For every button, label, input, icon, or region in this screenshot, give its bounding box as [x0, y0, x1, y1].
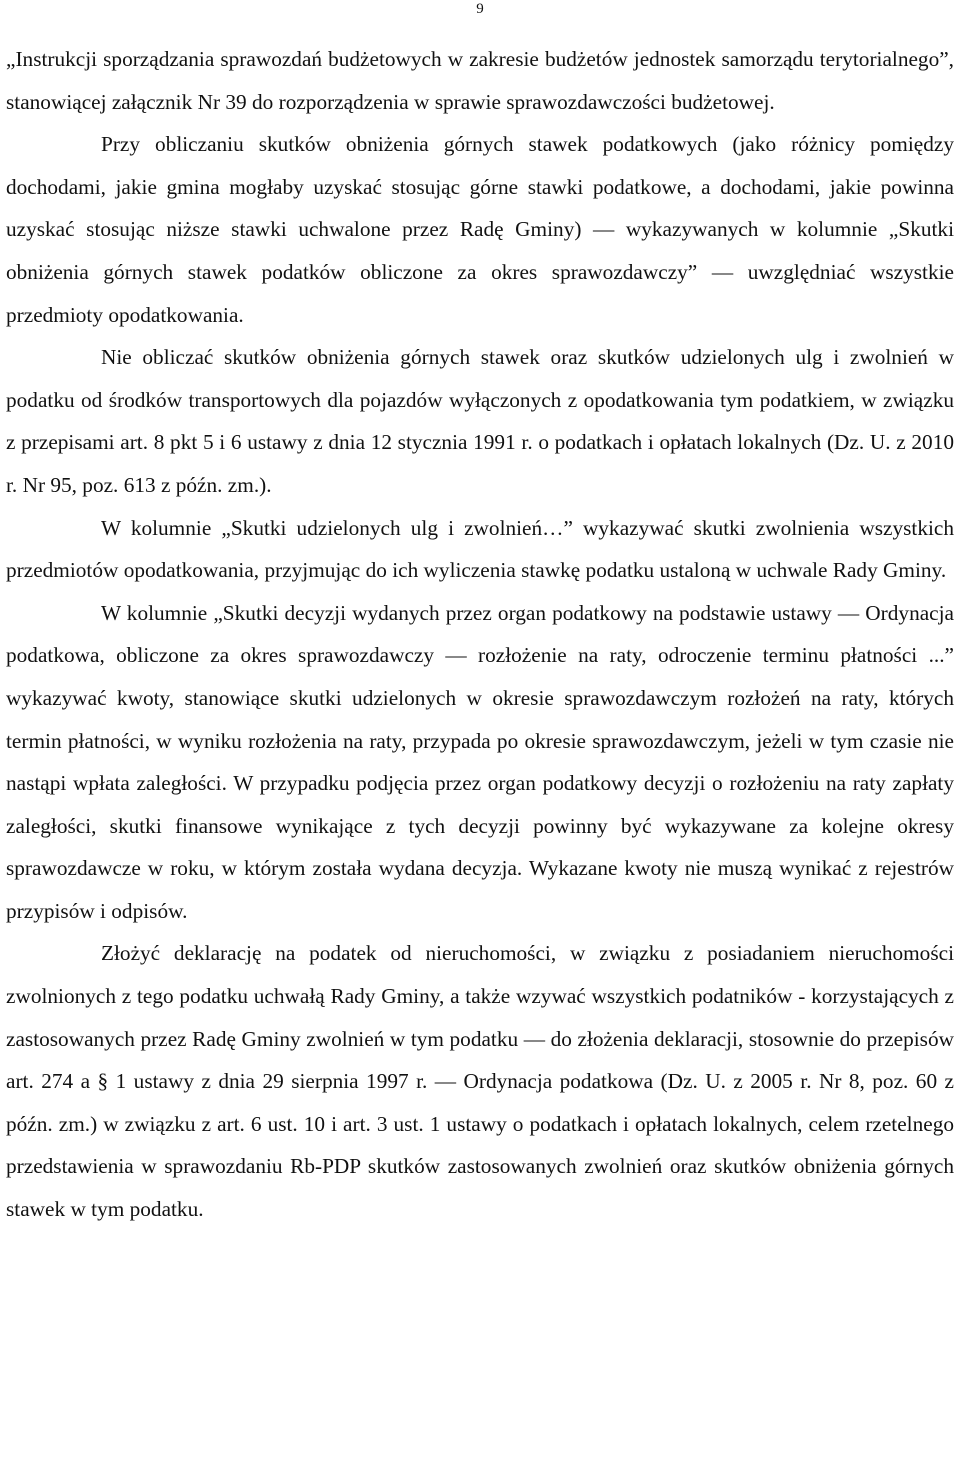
document-body	[6, 38, 954, 1231]
paragraph-6: Złożyć deklarację na podatek od nieruchomości, w związku z posiadaniem nieruchomości zwolnionych z tego podatku uchwałą Rady Gminy, a także wzywać wszystkich podatników - korzystających z zastosowanych przez Radę Gminy zwolnień w tym podatku — do złożenia deklaracji, stosownie do przepisów art. 274 a § 1 ustawy z dnia 29 sierpnia 1997 r. — Ordynacja podatkowa (Dz. U. z 2005 r. Nr 8, poz. 60 z późn. zm.) w związku z art. 6 ust. 10 i art. 3 ust. 1 ustawy o podatkach i opłatach lokalnych, celem rzetelnego przedstawienia w sprawozdaniu Rb-PDP skutków zastosowanych zwolnień oraz skutków obniżenia górnych stawek w tym podatku.	[6, 941, 954, 1222]
paragraph-1: „Instrukcji sporządzania sprawozdań budżetowych w zakresie budżetów jednostek samorządu terytorialnego”, stanowiącej załącznik Nr 39 do rozporządzenia w sprawie sprawozdawczości budżetowej.	[6, 47, 954, 114]
paragraph-4: W kolumnie „Skutki udzielonych ulg i zwolnień…” wykazywać skutki zwolnienia wszystkich przedmiotów opodatkowania, przyjmując do ich wyliczenia stawkę podatku ustaloną w uchwale Rady Gminy.	[6, 515, 954, 583]
paragraph-3: Nie obliczać skutków obniżenia górnych stawek oraz skutków udzielonych ulg i zwolnień w podatku od środków transportowych dla pojazdów wyłączonych z opodatkowania tym podatkiem, w związku z przepisami art. 8 pkt 5 i 6 ustawy z dnia 12 stycznia 1991 r. o podatkach i opłatach lokalnych (Dz. U. z 2010 r. Nr 95, poz. 613 z późn. zm.).	[6, 345, 954, 497]
page-number: 9	[476, 1, 484, 17]
paragraph-2: Przy obliczaniu skutków obniżenia górnych stawek podatkowych (jako różnicy pomiędzy dochodami, jakie gmina mogłaby uzyskać stosując górne stawki podatkowe, a dochodami, jakie powinna uzyskać stosując niższe stawki uchwalone przez Radę Gminy) — wykazywanych w kolumnie „Skutki obniżenia górnych stawek podatków obliczone za okres sprawozdawczy” — uwzględniać wszystkie przedmioty opodatkowania.	[6, 132, 954, 327]
paragraph-5: W kolumnie „Skutki decyzji wydanych przez organ podatkowy na podstawie ustawy — Ordynacja podatkowa, obliczone za okres sprawozdawczy — rozłożenie na raty, odroczenie terminu płatności ...” wykazywać kwoty, stanowiące skutki udzielonych w okresie sprawozdawczym rozłożeń na raty, których termin płatności, w wyniku rozłożenia na raty, przypada po okresie sprawozdawczym, jeżeli w tym czasie nie nastąpi wpłata zaległości. W przypadku podjęcia przez organ podatkowy decyzji o rozłożeniu na raty zapłaty zaległości, skutki finansowe wynikające z tych decyzji powinny być wykazywane za kolejne okresy sprawozdawcze w roku, w którym została wydana decyzja. Wykazane kwoty nie muszą wynikać z rejestrów przypisów i odpisów.	[6, 600, 954, 923]
